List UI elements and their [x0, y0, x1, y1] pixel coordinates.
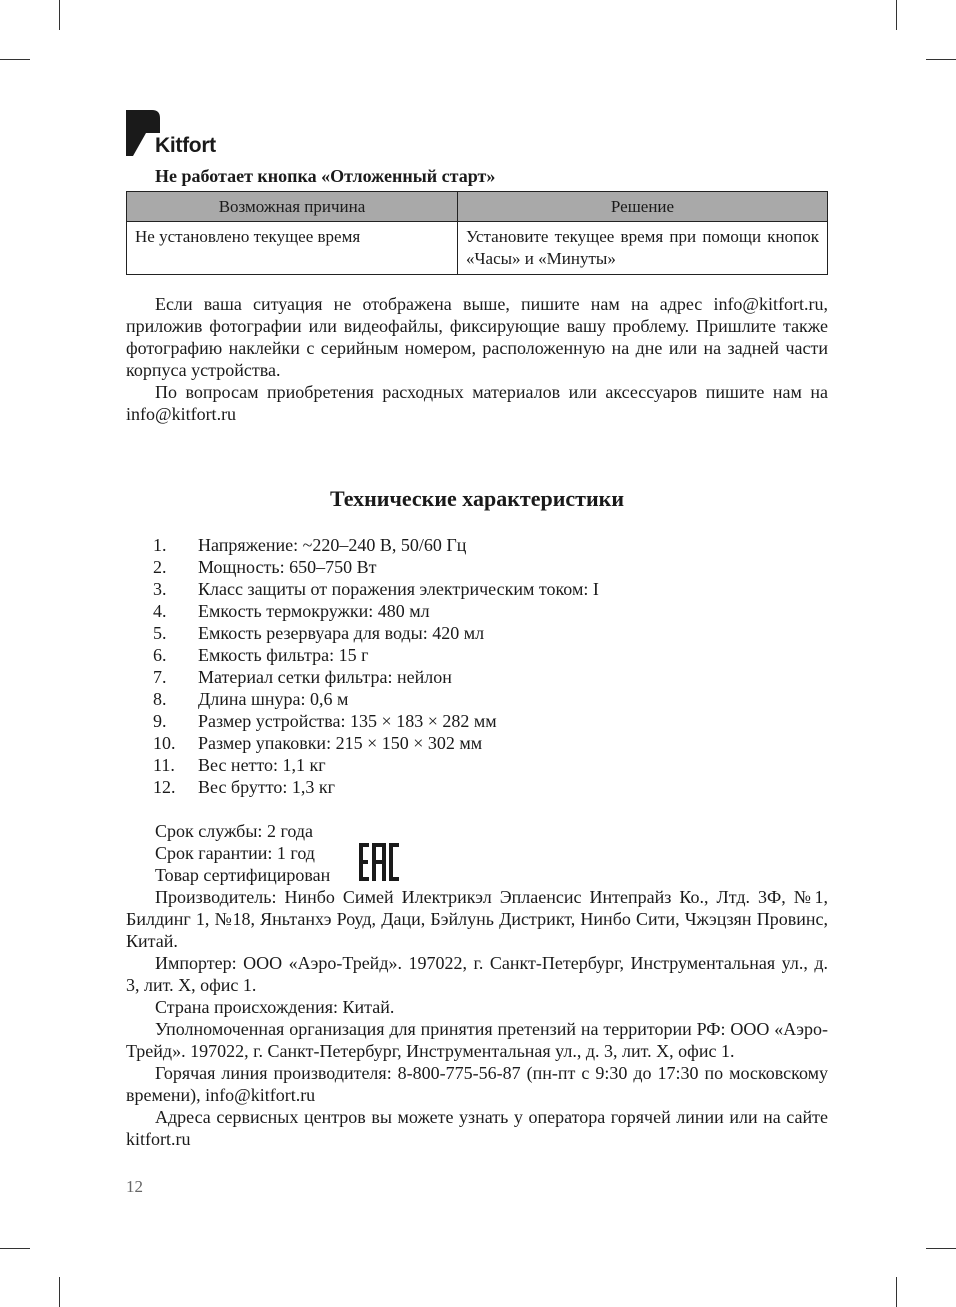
list-item — [153, 732, 599, 754]
column-header-solution: Решение — [458, 192, 828, 222]
crop-mark-left-top — [0, 59, 30, 60]
manufacturer-info — [126, 886, 828, 1150]
list-item — [153, 754, 599, 776]
item-number: 11. — [153, 755, 175, 775]
item-text: Материал сетки фильтра: нейлон — [198, 667, 452, 687]
item-number: 8. — [153, 689, 167, 709]
specs-list — [153, 534, 599, 798]
item-number: 12. — [153, 777, 176, 797]
contact-text — [126, 293, 828, 425]
item-text: Класс защиты от поражения электрическим током: I — [198, 579, 599, 599]
troubleshooting-heading: Не работает кнопка «Отложенный старт» — [155, 166, 496, 186]
item-number: 4. — [153, 601, 167, 621]
crop-mark-top-right — [896, 0, 897, 30]
crop-mark-right-bottom — [926, 1248, 956, 1249]
page-number: 12 — [126, 1177, 143, 1196]
authorized-paragraph: Уполномоченная организация для принятия претензий на территории РФ: ООО «Аэро-Трейд». 197022, г. Санкт-Петербург, Инструментальная ул., д. 3, лит. Х, офис 1. — [126, 1019, 828, 1061]
table-row — [127, 222, 828, 275]
list-item — [153, 710, 599, 732]
kitfort-logo — [126, 110, 266, 160]
list-item — [153, 578, 599, 600]
importer-paragraph: Импортер: ООО «Аэро-Трейд». 197022, г. Санкт-Петербург, Инструментальная ул., д. 3, лит. Х, офис 1. — [126, 953, 828, 995]
accessories-paragraph: По вопросам приобретения расходных материалов или аксессуаров пишите нам на info@kitfort.ru — [126, 382, 828, 424]
item-number: 7. — [153, 667, 167, 687]
list-item — [153, 600, 599, 622]
crop-mark-right-top — [926, 59, 956, 60]
item-text: Длина шнура: 0,6 м — [198, 689, 349, 709]
hotline-paragraph: Горячая линия производителя: 8-800-775-56-87 (пн-пт с 9:30 до 17:30 по московскому времени), info@kitfort.ru — [126, 1063, 828, 1105]
item-number: 3. — [153, 579, 167, 599]
item-number: 9. — [153, 711, 167, 731]
specs-title: Технические характеристики — [329, 486, 625, 511]
item-text: Мощность: 650–750 Вт — [198, 557, 377, 577]
list-item — [153, 556, 599, 578]
item-number: 2. — [153, 557, 167, 577]
service-life: Срок службы: 2 года — [155, 821, 314, 841]
list-item — [153, 534, 599, 556]
list-item — [153, 644, 599, 666]
contact-paragraph: Если ваша ситуация не отображена выше, пишите нам на адрес info@kitfort.ru, приложив фотографии или видеофайлы, фиксирующие вашу проблему. Пришлите также фотографию наклейки с серийным номером, расположенную на дне или на задней части корпуса устройства. — [126, 294, 828, 380]
item-text: Размер устройства: 135 × 183 × 282 мм — [198, 711, 497, 731]
item-text: Емкость термокружки: 480 мл — [198, 601, 430, 621]
item-number: 5. — [153, 623, 167, 643]
warranty: Срок гарантии: 1 год — [155, 843, 315, 863]
crop-mark-bottom-left — [59, 1277, 60, 1307]
crop-mark-bottom-right — [896, 1277, 897, 1307]
cause-cell: Не установлено текущее время — [127, 222, 458, 275]
column-header-cause: Возможная причина — [127, 192, 458, 222]
list-item — [153, 688, 599, 710]
solution-cell: Установите текущее время при помощи кнопок «Часы» и «Минуты» — [458, 222, 828, 275]
list-item — [153, 666, 599, 688]
item-number: 6. — [153, 645, 167, 665]
manufacturer-paragraph: Производитель: Нинбо Симей Илектрикэл Эплаенсис Интепрайз Ко., Лтд. 3Ф, №1, Билдинг 1, №18, Яньтанхэ Роуд, Даци, Бэйлунь Дистрикт, Нинбо Сити, Чжэцзян Провинс, Китай. — [126, 887, 828, 951]
table-header-row — [127, 192, 828, 222]
item-text: Емкость фильтра: 15 г — [198, 645, 369, 665]
item-number: 10. — [153, 733, 176, 753]
origin-paragraph: Страна происхождения: Китай. — [155, 997, 395, 1017]
item-text: Вес нетто: 1,1 кг — [198, 755, 326, 775]
item-text: Емкость резервуара для воды: 420 мл — [198, 623, 485, 643]
item-number: 1. — [153, 535, 167, 555]
list-item — [153, 776, 599, 798]
item-text: Напряжение: ~220–240 В, 50/60 Гц — [198, 535, 467, 555]
crop-mark-left-bottom — [0, 1248, 30, 1249]
certified-text: Товар сертифицирован — [155, 865, 331, 885]
troubleshooting-table — [126, 191, 828, 275]
list-item — [153, 622, 599, 644]
brand-name: Kitfort — [155, 134, 216, 157]
eac-mark-icon — [358, 842, 400, 882]
crop-mark-top-left — [59, 0, 60, 30]
item-text: Вес брутто: 1,3 кг — [198, 777, 335, 797]
service-centers-paragraph: Адреса сервисных центров вы можете узнать у оператора горячей линии или на сайте kitfort.ru — [126, 1107, 828, 1149]
service-info — [155, 820, 330, 886]
item-text: Размер упаковки: 215 × 150 × 302 мм — [198, 733, 483, 753]
